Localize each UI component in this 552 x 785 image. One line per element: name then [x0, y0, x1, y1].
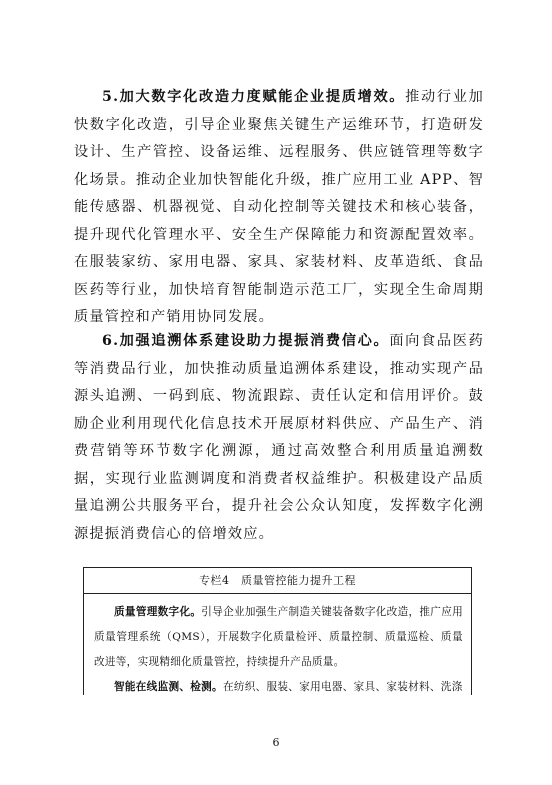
box-item-2-heading: 智能在线监测、检测。 — [114, 681, 223, 693]
box-item-1-heading: 质量管理数字化。 — [114, 606, 202, 618]
box-item-2-text: 在纺织、服装、家用电器、家具、家装材料、洗涤 — [222, 681, 463, 693]
section-5-paragraph — [74, 84, 484, 332]
column-box-body — [84, 594, 471, 695]
section-6-text: 面向食品医药等消费品行业，加快推动质量追溯体系建设，推动实现产品源头追溯、一码到底、物流跟踪、责任认定和信用评价。鼓励企业利用现代化信息技术开展原材料供应、产品生产、消费营销等环节数字化溯源，通过高效整合利用质量追溯数据，实现行业监测调度和消费者权益维护。积极建设产品质量追溯公共服务平台，提升社会公众认知度，发挥数字化溯源提振消费信心的倍增效应。 — [74, 333, 484, 542]
box-item-2 — [94, 675, 463, 695]
section-5-heading: 5.加大数字化改造力度赋能企业提质增效。 — [102, 89, 406, 105]
column-box — [83, 567, 472, 695]
section-5-text: 推动行业加快数字化改造，引导企业聚焦关键生产运维环节，打造研发设计、生产管控、设备运维、远程服务、供应链管理等数字化场景。推动企业加快智能化升级，推广应用工业 APP、智能传感器、机器视觉、自动化控制等关键技术和核心装备，提升现代化管理水平、安全生产保障能力和资源配置效率。在服装家纺、家用电器、家具、家装材料、皮革造纸、食品医药等行业，加快培育智能制造示范工厂，实现全生命周期质量管控和产销用协同发展。 — [74, 89, 484, 325]
box-item-1-text: 引导企业加强生产制造关键装备数字化改造，推广应用质量管理系统（QMS），开展数字化质量检评、质量控制、质量巡检、质量改进等，实现精细化质量管控，持续提升产品质量。 — [94, 606, 463, 668]
column-box-title: 专栏4 质量管控能力提升工程 — [84, 568, 471, 594]
section-6-paragraph — [74, 328, 484, 548]
page-number: 6 — [272, 736, 280, 749]
box-item-1 — [94, 600, 463, 675]
section-6-heading: 6.加强追溯体系建设助力提振消费信心。 — [102, 333, 390, 349]
